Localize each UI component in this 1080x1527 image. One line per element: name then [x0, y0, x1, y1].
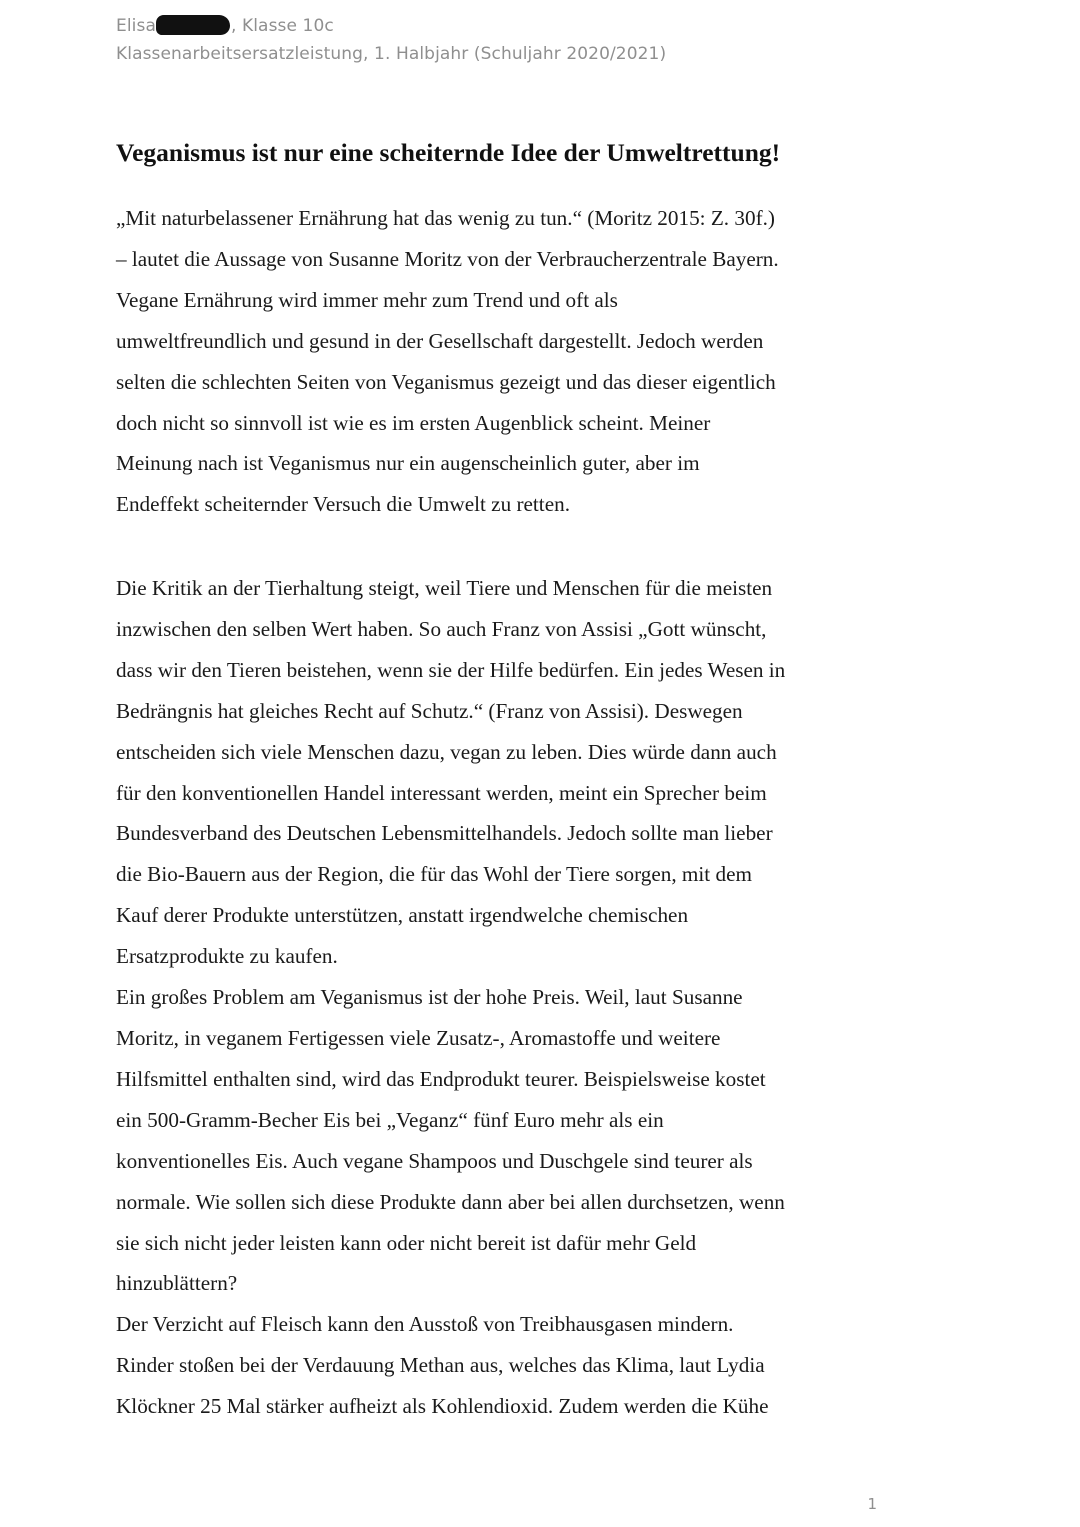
text-line: umweltfreundlich und gesund in der Gesellschaft dargestellt. Jedoch werden	[116, 328, 764, 353]
text-line: sie sich nicht jeder leisten kann oder nicht bereit ist dafür mehr Geld	[116, 1230, 697, 1255]
text-line: selten die schlechten Seiten von Veganismus gezeigt und das dieser eigentlich	[116, 369, 776, 394]
text-line: Moritz, in veganem Fertigessen viele Zusatz-, Aromastoffe und weitere	[116, 1025, 721, 1050]
header-name-line	[116, 12, 666, 40]
document-header	[116, 12, 666, 68]
text-line: Rinder stoßen bei der Verdauung Methan aus, welches das Klima, laut Lydia	[116, 1353, 765, 1378]
paragraph-main-body	[116, 568, 785, 1427]
text-line: entscheiden sich viele Menschen dazu, vegan zu leben. Dies würde dann auch	[116, 739, 777, 764]
text-line: die Bio-Bauern aus der Region, die für das Wohl der Tiere sorgen, mit dem	[116, 862, 752, 887]
redacted-surname	[156, 15, 230, 35]
page-number: 1	[867, 1495, 877, 1513]
paragraph-introduction	[116, 198, 779, 525]
text-line: Klöckner 25 Mal stärker aufheizt als Kohlendioxid. Zudem werden die Kühe	[116, 1394, 769, 1419]
text-line: Ein großes Problem am Veganismus ist der hohe Preis. Weil, laut Susanne	[116, 985, 743, 1010]
text-line: Vegane Ernährung wird immer mehr zum Trend und oft als	[116, 287, 618, 312]
text-line: dass wir den Tieren beistehen, wenn sie der Hilfe bedürfen. Ein jedes Wesen in	[116, 657, 786, 682]
text-line: Endeffekt scheiternder Versuch die Umwelt zu retten.	[116, 492, 570, 517]
text-line: Meinung nach ist Veganismus nur ein augenscheinlich guter, aber im	[116, 451, 700, 476]
text-line: Ersatzprodukte zu kaufen.	[116, 944, 338, 969]
text-line: doch nicht so sinnvoll ist wie es im ersten Augenblick scheint. Meiner	[116, 410, 711, 435]
text-line: Hilfsmittel enthalten sind, wird das Endprodukt teurer. Beispielsweise kostet	[116, 1066, 766, 1091]
essay-title: Veganismus ist nur eine scheiternde Idee der Umweltrettung!	[116, 138, 781, 167]
text-line: Bundesverband des Deutschen Lebensmittelhandels. Jedoch sollte man lieber	[116, 821, 773, 846]
text-line: normale. Wie sollen sich diese Produkte dann aber bei allen durchsetzen, wenn	[116, 1189, 785, 1214]
text-line: inzwischen den selben Wert haben. So auch Franz von Assisi „Gott wünscht,	[116, 616, 767, 641]
text-line: Die Kritik an der Tierhaltung steigt, weil Tiere und Menschen für die meisten	[116, 576, 773, 600]
text-line: „Mit naturbelassener Ernährung hat das wenig zu tun.“ (Moritz 2015: Z. 30f.)	[116, 206, 775, 230]
text-line: Bedrängnis hat gleiches Recht auf Schutz.“ (Franz von Assisi). Deswegen	[116, 698, 743, 723]
text-line: Der Verzicht auf Fleisch kann den Ausstoß von Treibhausgasen mindern.	[116, 1312, 734, 1337]
header-subtitle: Klassenarbeitsersatzleistung, 1. Halbjahr (Schuljahr 2020/2021)	[116, 44, 667, 64]
text-line: konventionelles Eis. Auch vegane Shampoos und Duschgele sind teurer als	[116, 1148, 753, 1173]
text-line: Kauf derer Produkte unterstützen, anstatt irgendwelche chemischen	[116, 903, 689, 928]
text-line: – lautet die Aussage von Susanne Moritz von der Verbraucherzentrale Bayern.	[116, 246, 779, 271]
text-line: hinzublättern?	[116, 1271, 238, 1296]
text-line: ein 500-Gramm-Becher Eis bei „Veganz“ fünf Euro mehr als ein	[116, 1107, 664, 1132]
header-class-label: , Klasse 10c	[230, 16, 334, 36]
header-first-name: Elisa	[116, 16, 156, 36]
text-line: für den konventionellen Handel interessant werden, meint ein Sprecher beim	[116, 780, 767, 805]
